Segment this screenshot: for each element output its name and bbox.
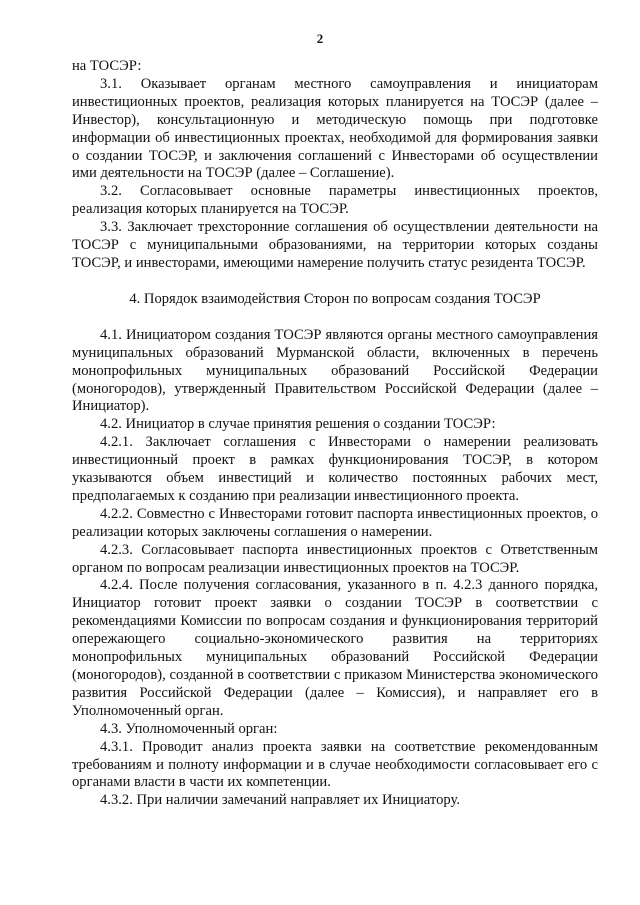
- paragraph-4-2-3: 4.2.3. Согласовывает паспорта инвестиционных проектов с Ответственным органом по вопросам реализации инвестиционных проектов на ТОСЭР.: [72, 541, 598, 576]
- paragraph-4-2: 4.2. Инициатор в случае принятия решения о создании ТОСЭР:: [100, 416, 496, 433]
- paragraph-4-3: 4.3. Уполномоченный орган:: [100, 720, 278, 737]
- section-heading: 4. Порядок взаимодействия Сторон по вопросам создания ТОСЭР: [129, 290, 541, 307]
- document-body: [72, 58, 598, 810]
- paragraph-3-2: 3.2. Согласовывает основные параметры инвестиционных проектов, реализация которых планируется на ТОСЭР.: [72, 183, 598, 218]
- page-number: 2: [316, 31, 324, 46]
- paragraph-4-2-1: 4.2.1. Заключает соглашения с Инвесторами о намерении реализовать инвестиционный проект в рамках функционирования ТОСЭР, в котором указываются объем инвестиций и количество постоянных рабочих мест, предполагаемых к созданию при реализации инвестиционного проекта.: [72, 434, 598, 504]
- paragraph-4-3-1: 4.3.1. Проводит анализ проекта заявки на соответствие рекомендованным требованиям и полноту информации и в случае необходимости согласовывает его с органами власти в части их компетенции.: [72, 738, 598, 791]
- paragraph-4-1: 4.1. Инициатором создания ТОСЭР являются органы местного самоуправления муниципальных образований Мурманской области, включенных в перечень монопрофильных муниципальных образований Российской Федерации (моногородов), утвержденный Правительством Российской Федерации (далее – Инициатор).: [72, 326, 598, 415]
- paragraph-4-3-2: 4.3.2. При наличии замечаний направляет их Инициатору.: [100, 792, 460, 809]
- paragraph-4-2-4: 4.2.4. После получения согласования, указанного в п. 4.2.3 данного порядка, Инициатор готовит проект заявки о создании ТОСЭР в соответствии с рекомендациями Комиссии по вопросам создания и функционирования территорий опережающего социально-экономического развития на территориях монопрофильных муниципальных образований Российской Федерации (моногородов), созданной в соответствии с приказом Министерства экономического развития Российской Федерации (далее – Комиссия), и направляет его в Уполномоченный орган.: [72, 577, 598, 719]
- paragraph-continuation: на ТОСЭР:: [72, 58, 142, 74]
- paragraph-3-3: 3.3. Заключает трехсторонние соглашения об осуществлении деятельности на ТОСЭР с муниципальными образованиями, на территории которых созданы ТОСЭР, и инвесторами, имеющими намерение получить статус резидента ТОСЭР.: [72, 219, 598, 271]
- paragraph-3-1: 3.1. Оказывает органам местного самоуправления и инициаторам инвестиционных проектов, реализация которых планируется на ТОСЭР (далее – Инвестор), консультационную и методическую помощь при подготовке информации об инвестиционных проектах, необходимой для формирования заявки о создании ТОСЭР, и заключения соглашений с Инвесторами об осуществлении ими деятельности на ТОСЭР (далее – Соглашение).: [72, 75, 598, 182]
- paragraph-4-2-2: 4.2.2. Совместно с Инвесторами готовит паспорта инвестиционных проектов, о реализации которых заключены соглашения о намерении.: [72, 505, 598, 540]
